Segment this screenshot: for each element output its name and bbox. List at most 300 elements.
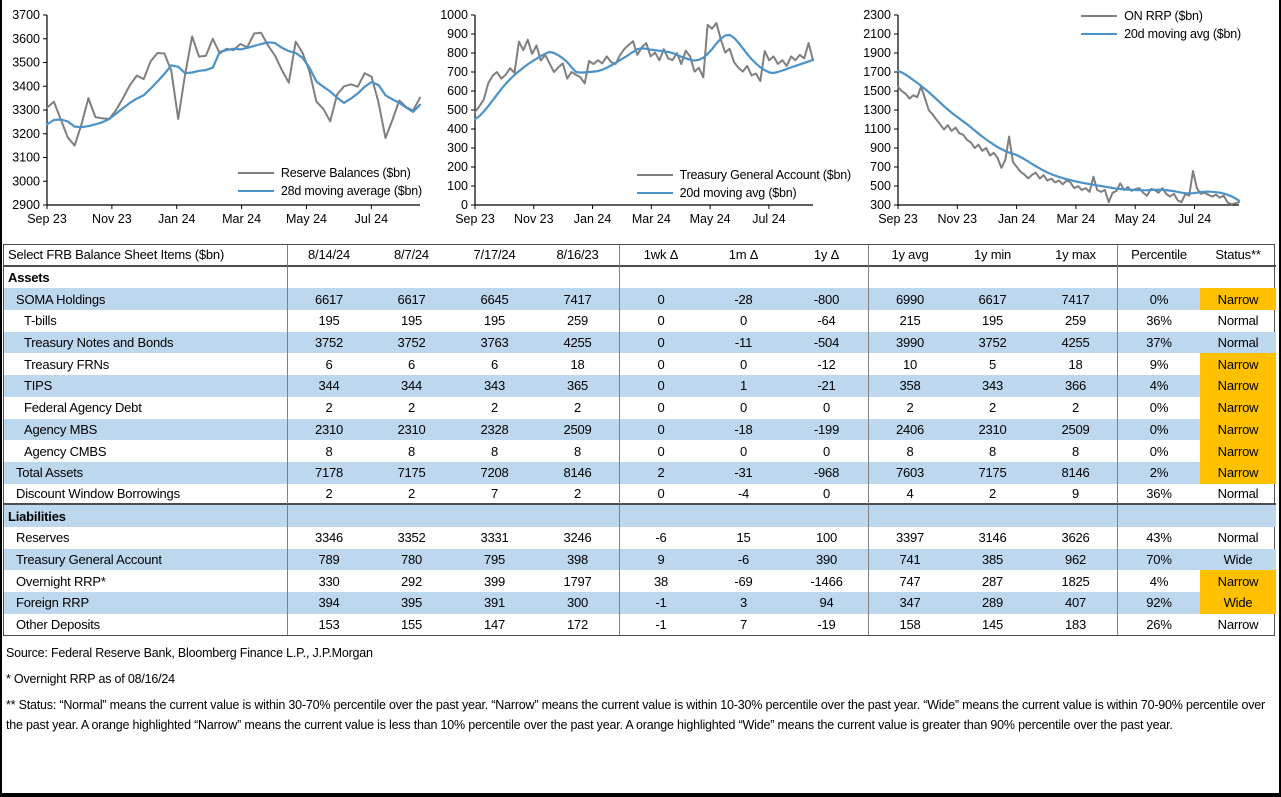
y-tick-label: 700 <box>447 65 468 79</box>
value-cell: 2 <box>370 484 453 506</box>
value-cell: 390 <box>785 549 868 571</box>
chart-legend <box>238 164 422 200</box>
header-cell: 8/14/24 <box>287 245 370 267</box>
empty-cell <box>370 267 453 289</box>
y-tick-label: 3100 <box>12 150 40 165</box>
value-cell: 8 <box>573 443 582 459</box>
value-cell: 2 <box>619 462 702 484</box>
x-tick-label: Jan 24 <box>997 212 1036 226</box>
value-cell: 780 <box>370 549 453 571</box>
empty-cell <box>868 267 951 289</box>
row-label: T-bills <box>24 313 57 329</box>
status-cell: Narrow <box>1200 288 1276 310</box>
y-tick-label: 3300 <box>12 103 40 117</box>
y-tick-label: 300 <box>870 198 891 212</box>
value-cell: 358 <box>868 375 951 397</box>
value-cell: 8146 <box>1034 462 1117 484</box>
value-cell: 2 <box>407 400 416 416</box>
value-cell: 0 <box>822 400 831 416</box>
header-cell: Select FRB Balance Sheet Items ($bn) <box>4 245 287 267</box>
empty-cell <box>1117 267 1200 289</box>
value-cell: 2 <box>573 400 582 416</box>
x-tick-label: Jul 24 <box>752 212 786 226</box>
status-cell: Narrow <box>1217 617 1259 633</box>
legend-item <box>1081 7 1241 25</box>
value-cell: -11 <box>702 332 785 354</box>
value-cell: 3397 <box>868 527 951 549</box>
value-cell: 43% <box>1117 527 1200 549</box>
empty-cell <box>1200 505 1276 527</box>
value-cell: 3346 <box>287 527 370 549</box>
value-cell: -1466 <box>810 573 843 589</box>
value-cell: -199 <box>785 419 868 441</box>
value-cell: 0 <box>785 484 868 506</box>
legend-line-swatch <box>1081 33 1117 36</box>
header-cell: 1y min <box>951 245 1034 267</box>
value-cell: 3146 <box>978 530 1007 546</box>
row-label: Federal Agency Debt <box>24 400 142 416</box>
legend-item <box>238 164 422 182</box>
value-cell: 2509 <box>536 419 619 441</box>
value-cell: 18 <box>570 356 585 372</box>
legend-line-swatch <box>238 172 274 175</box>
legend-label: 20d moving avg ($bn) <box>679 186 797 200</box>
value-cell: 2 <box>490 400 499 416</box>
value-cell: 6 <box>490 356 499 372</box>
x-tick-label: Nov 23 <box>92 212 132 226</box>
legend-item <box>637 184 851 202</box>
value-cell: 7417 <box>1034 288 1117 310</box>
value-cell: 2 <box>287 484 370 506</box>
value-cell: 215 <box>868 310 951 332</box>
row-label: Reserves <box>16 530 70 546</box>
value-cell: 147 <box>483 617 506 633</box>
x-tick-label: Jul 24 <box>1177 212 1212 226</box>
value-cell: 3752 <box>287 332 370 354</box>
status-cell: Normal <box>1217 530 1259 546</box>
x-tick-label: Nov 23 <box>513 212 554 226</box>
chart-canvas <box>2 3 430 240</box>
x-tick-label: May 24 <box>689 212 731 226</box>
empty-cell <box>951 267 1034 289</box>
value-cell: 747 <box>868 570 951 592</box>
value-cell: -18 <box>702 419 785 441</box>
value-cell: 36% <box>1117 310 1200 332</box>
value-cell: 6645 <box>453 288 536 310</box>
row-label: Treasury Notes and Bonds <box>4 332 287 354</box>
y-tick-label: 1700 <box>863 65 891 79</box>
value-cell: 7 <box>739 617 748 633</box>
value-cell: -12 <box>817 356 836 372</box>
value-cell: -19 <box>817 617 836 633</box>
value-cell: 259 <box>566 313 589 329</box>
status-cell: Normal <box>1217 313 1259 329</box>
value-cell: 153 <box>287 614 370 636</box>
status-cell: Normal <box>1200 484 1276 506</box>
empty-cell <box>619 267 702 289</box>
status-footnote: ** Status: “Normal” means the current value is within 30-70% percentile over the past year. “Narrow” means the current value is within 10-30% percentile over the past year. “Wide” means the current value is within 70-90% percentile over the past year. A orange highlighted “Narrow” means the current value is less than 10% percentile over the past year. A orange highlighted “Wide” means the current value is greater than 90% percentile over the past year. <box>6 698 1265 733</box>
value-cell: 2310 <box>287 419 370 441</box>
value-cell: 8 <box>490 443 499 459</box>
value-cell: 385 <box>951 549 1034 571</box>
value-cell: 37% <box>1117 332 1200 354</box>
value-cell: 0 <box>822 443 831 459</box>
value-cell: 366 <box>1034 375 1117 397</box>
value-cell: 0 <box>619 288 702 310</box>
value-cell: -800 <box>785 288 868 310</box>
value-cell: 0 <box>739 400 748 416</box>
x-tick-label: Mar 24 <box>222 212 262 226</box>
source-note: Source: Federal Reserve Bank, Bloomberg Finance L.P., J.P.Morgan <box>6 646 373 661</box>
empty-cell <box>702 267 785 289</box>
x-tick-label: Sep 23 <box>878 212 918 226</box>
value-cell: 70% <box>1117 549 1200 571</box>
header-cell: 1y Δ <box>785 245 868 267</box>
value-cell: 1797 <box>563 573 592 589</box>
value-cell: 3352 <box>397 530 426 546</box>
value-cell: 172 <box>566 617 589 633</box>
section-label: Assets <box>8 270 50 286</box>
empty-cell <box>785 267 868 289</box>
treasury-general-account-chart <box>430 3 853 240</box>
value-cell: 8 <box>868 440 951 462</box>
value-cell: 2328 <box>453 419 536 441</box>
value-cell: 18 <box>1068 356 1083 372</box>
value-cell: 2509 <box>1034 419 1117 441</box>
value-cell: -31 <box>702 462 785 484</box>
value-cell: 399 <box>483 573 506 589</box>
value-cell: 8146 <box>536 462 619 484</box>
value-cell: 398 <box>536 549 619 571</box>
legend-label: Treasury General Account ($bn) <box>679 168 851 182</box>
value-cell: 7 <box>453 484 536 506</box>
value-cell: 6617 <box>951 288 1034 310</box>
chart-canvas <box>430 3 853 240</box>
empty-cell <box>370 505 453 527</box>
value-cell: 0% <box>1117 397 1200 419</box>
value-cell: 183 <box>1064 617 1087 633</box>
value-cell: -4 <box>702 484 785 506</box>
row-label: SOMA Holdings <box>4 288 287 310</box>
value-cell: 2 <box>988 400 997 416</box>
series-line <box>47 42 420 127</box>
value-cell: 5 <box>988 356 997 372</box>
value-cell: 8 <box>988 443 997 459</box>
y-tick-label: 1900 <box>863 46 891 60</box>
y-tick-label: 3600 <box>12 31 40 46</box>
value-cell: 0 <box>619 310 702 332</box>
status-cell: Narrow <box>1200 419 1276 441</box>
value-cell: 0% <box>1117 419 1200 441</box>
value-cell: 343 <box>951 375 1034 397</box>
value-cell: 6 <box>407 356 416 372</box>
x-tick-label: Mar 24 <box>631 212 671 226</box>
y-tick-label: 3500 <box>12 55 40 70</box>
value-cell: 0 <box>619 397 702 419</box>
value-cell: 3763 <box>453 332 536 354</box>
value-cell: 92% <box>1117 592 1200 614</box>
value-cell: 8 <box>287 440 370 462</box>
header-cell: 8/7/24 <box>370 245 453 267</box>
value-cell: 2 <box>536 484 619 506</box>
row-label: Treasury FRNs <box>24 356 110 372</box>
value-cell: 0 <box>619 353 702 375</box>
status-cell: Narrow <box>1200 397 1276 419</box>
value-cell: 347 <box>868 592 951 614</box>
value-cell: 100 <box>815 530 838 546</box>
legend-line-swatch <box>238 190 274 193</box>
y-tick-label: 2100 <box>863 27 891 41</box>
value-cell: 330 <box>287 570 370 592</box>
row-label: Agency MBS <box>4 419 287 441</box>
y-tick-label: 0 <box>461 198 468 212</box>
y-tick-label: 600 <box>447 84 468 98</box>
x-tick-label: May 24 <box>1114 212 1156 226</box>
value-cell: 3990 <box>868 332 951 354</box>
value-cell: 8 <box>1071 443 1080 459</box>
legend-label: 28d moving average ($bn) <box>280 184 422 198</box>
value-cell: 195 <box>483 313 506 329</box>
value-cell: -69 <box>734 573 753 589</box>
row-label: Discount Window Borrowings <box>4 484 287 506</box>
value-cell: 9% <box>1117 353 1200 375</box>
value-cell: 195 <box>287 310 370 332</box>
value-cell: 15 <box>736 530 751 546</box>
y-tick-label: 2300 <box>863 8 891 22</box>
empty-cell <box>287 505 370 527</box>
status-cell: Normal <box>1200 332 1276 354</box>
empty-cell <box>702 505 785 527</box>
row-label: TIPS <box>4 375 287 397</box>
y-tick-label: 3200 <box>12 126 40 141</box>
value-cell: 292 <box>400 573 423 589</box>
value-cell: 2 <box>287 397 370 419</box>
charts-row <box>2 0 1279 240</box>
value-cell: 4255 <box>536 332 619 354</box>
legend-item <box>238 182 422 200</box>
legend-label: Reserve Balances ($bn) <box>280 166 411 180</box>
legend-line-swatch <box>637 174 673 177</box>
empty-cell <box>453 505 536 527</box>
value-cell: 3752 <box>951 332 1034 354</box>
value-cell: 2 <box>951 484 1034 506</box>
row-label: Agency CMBS <box>24 443 107 459</box>
y-tick-label: 400 <box>447 122 468 136</box>
value-cell: 155 <box>400 617 423 633</box>
x-tick-label: Jan 24 <box>157 212 196 226</box>
value-cell: 8 <box>407 443 416 459</box>
value-cell: 2406 <box>868 419 951 441</box>
value-cell: 94 <box>785 592 868 614</box>
y-tick-label: 500 <box>447 103 468 117</box>
balance-sheet-table <box>3 244 1275 636</box>
header-cell: 1wk Δ <box>619 245 702 267</box>
value-cell: 7603 <box>868 462 951 484</box>
value-cell: 10 <box>868 353 951 375</box>
value-cell: 741 <box>868 549 951 571</box>
value-cell: 7208 <box>453 462 536 484</box>
y-tick-label: 800 <box>447 46 468 60</box>
value-cell: 2310 <box>370 419 453 441</box>
legend-line-swatch <box>1081 15 1117 18</box>
value-cell: 3626 <box>1061 530 1090 546</box>
x-tick-label: Sep 23 <box>455 212 495 226</box>
value-cell: 3752 <box>370 332 453 354</box>
value-cell: 300 <box>536 592 619 614</box>
value-cell: 6 <box>287 353 370 375</box>
value-cell: 4255 <box>1034 332 1117 354</box>
y-tick-label: 1300 <box>863 103 891 117</box>
value-cell: -504 <box>785 332 868 354</box>
empty-cell <box>536 267 619 289</box>
value-cell: 344 <box>287 375 370 397</box>
value-cell: 0 <box>619 484 702 506</box>
y-tick-label: 900 <box>447 27 468 41</box>
status-cell: Narrow <box>1200 375 1276 397</box>
value-cell: 2310 <box>951 419 1034 441</box>
legend-label: 20d moving avg ($bn) <box>1124 27 1241 41</box>
value-cell: 0 <box>619 419 702 441</box>
value-cell: 158 <box>868 614 951 636</box>
chart-legend <box>1081 7 1241 43</box>
value-cell: 0% <box>1117 440 1200 462</box>
row-label: Treasury General Account <box>4 549 287 571</box>
value-cell: 2% <box>1117 462 1200 484</box>
value-cell: -28 <box>702 288 785 310</box>
value-cell: 391 <box>453 592 536 614</box>
value-cell: 4% <box>1117 570 1200 592</box>
value-cell: 1825 <box>1061 573 1090 589</box>
empty-cell <box>619 505 702 527</box>
reserve-balances-chart <box>2 3 430 240</box>
legend-item <box>1081 25 1241 43</box>
value-cell: 0 <box>619 375 702 397</box>
value-cell: 789 <box>287 549 370 571</box>
section-label: Liabilities <box>4 505 287 527</box>
value-cell: 195 <box>400 313 423 329</box>
value-cell: 4 <box>868 484 951 506</box>
chart-legend <box>637 166 851 202</box>
y-tick-label: 200 <box>447 160 468 174</box>
value-cell: 407 <box>1034 592 1117 614</box>
y-tick-label: 1000 <box>440 8 468 22</box>
value-cell: -21 <box>785 375 868 397</box>
value-cell: 145 <box>981 617 1004 633</box>
header-cell: Percentile <box>1117 245 1200 267</box>
value-cell: 962 <box>1034 549 1117 571</box>
value-cell: -1 <box>619 592 702 614</box>
row-label: Overnight RRP* <box>16 573 106 589</box>
value-cell: 795 <box>453 549 536 571</box>
empty-cell <box>453 267 536 289</box>
value-cell: 344 <box>370 375 453 397</box>
value-cell: 7175 <box>951 462 1034 484</box>
x-tick-label: Mar 24 <box>1056 212 1096 226</box>
value-cell: 343 <box>453 375 536 397</box>
value-cell: -64 <box>817 313 836 329</box>
value-cell: 259 <box>1064 313 1087 329</box>
value-cell: -6 <box>702 549 785 571</box>
y-tick-label: 2900 <box>12 198 40 212</box>
value-cell: 6990 <box>868 288 951 310</box>
x-tick-label: May 24 <box>285 212 327 226</box>
value-cell: 9 <box>1034 484 1117 506</box>
empty-cell <box>287 267 370 289</box>
empty-cell <box>868 505 951 527</box>
on-rrp-chart <box>853 3 1277 240</box>
x-tick-label: Sep 23 <box>27 212 67 226</box>
value-cell: 395 <box>370 592 453 614</box>
row-label: Total Assets <box>4 462 287 484</box>
value-cell: 3331 <box>480 530 509 546</box>
y-tick-label: 1500 <box>863 84 891 98</box>
x-tick-label: Jan 24 <box>573 212 612 226</box>
header-cell: 1y avg <box>868 245 951 267</box>
row-label: Other Deposits <box>16 617 100 633</box>
y-tick-label: 100 <box>447 179 468 193</box>
value-cell: 38 <box>619 570 702 592</box>
value-cell: 3246 <box>563 530 592 546</box>
value-cell: 2 <box>1071 400 1080 416</box>
header-cell: 7/17/24 <box>453 245 536 267</box>
header-cell: 8/16/23 <box>536 245 619 267</box>
y-tick-label: 300 <box>447 141 468 155</box>
value-cell: 4% <box>1117 375 1200 397</box>
value-cell: 7175 <box>370 462 453 484</box>
y-tick-label: 3000 <box>12 174 40 189</box>
series-line <box>898 87 1239 205</box>
empty-cell <box>1034 267 1117 289</box>
value-cell: 3 <box>702 592 785 614</box>
value-cell: -6 <box>619 527 702 549</box>
header-cell: 1y max <box>1034 245 1117 267</box>
value-cell: 2 <box>868 397 951 419</box>
y-tick-label: 3700 <box>12 8 40 22</box>
empty-cell <box>1200 267 1276 289</box>
value-cell: 289 <box>951 592 1034 614</box>
value-cell: -968 <box>785 462 868 484</box>
value-cell: 0% <box>1117 288 1200 310</box>
y-tick-label: 900 <box>870 141 891 155</box>
value-cell: 6617 <box>287 288 370 310</box>
value-cell: -1 <box>619 614 702 636</box>
y-tick-label: 3400 <box>12 79 40 94</box>
rrp-footnote: * Overnight RRP as of 08/16/24 <box>6 672 175 687</box>
value-cell: 287 <box>981 573 1004 589</box>
value-cell: 36% <box>1117 484 1200 506</box>
value-cell: 26% <box>1117 614 1200 636</box>
empty-cell <box>1117 505 1200 527</box>
row-label: Foreign RRP <box>4 592 287 614</box>
status-cell: Wide <box>1200 592 1276 614</box>
value-cell: 7417 <box>536 288 619 310</box>
status-cell: Narrow <box>1200 462 1276 484</box>
header-cell: Status** <box>1200 245 1276 267</box>
value-cell: 0 <box>619 440 702 462</box>
empty-cell <box>1034 505 1117 527</box>
value-cell: 365 <box>536 375 619 397</box>
y-tick-label: 500 <box>870 179 891 193</box>
value-cell: 0 <box>619 332 702 354</box>
value-cell: 6617 <box>370 288 453 310</box>
x-tick-label: Jul 24 <box>354 212 389 226</box>
x-tick-label: Nov 23 <box>937 212 978 226</box>
value-cell: 1 <box>702 375 785 397</box>
empty-cell <box>536 505 619 527</box>
status-cell: Narrow <box>1200 570 1276 592</box>
y-tick-label: 1100 <box>864 122 891 136</box>
value-cell: 195 <box>981 313 1004 329</box>
